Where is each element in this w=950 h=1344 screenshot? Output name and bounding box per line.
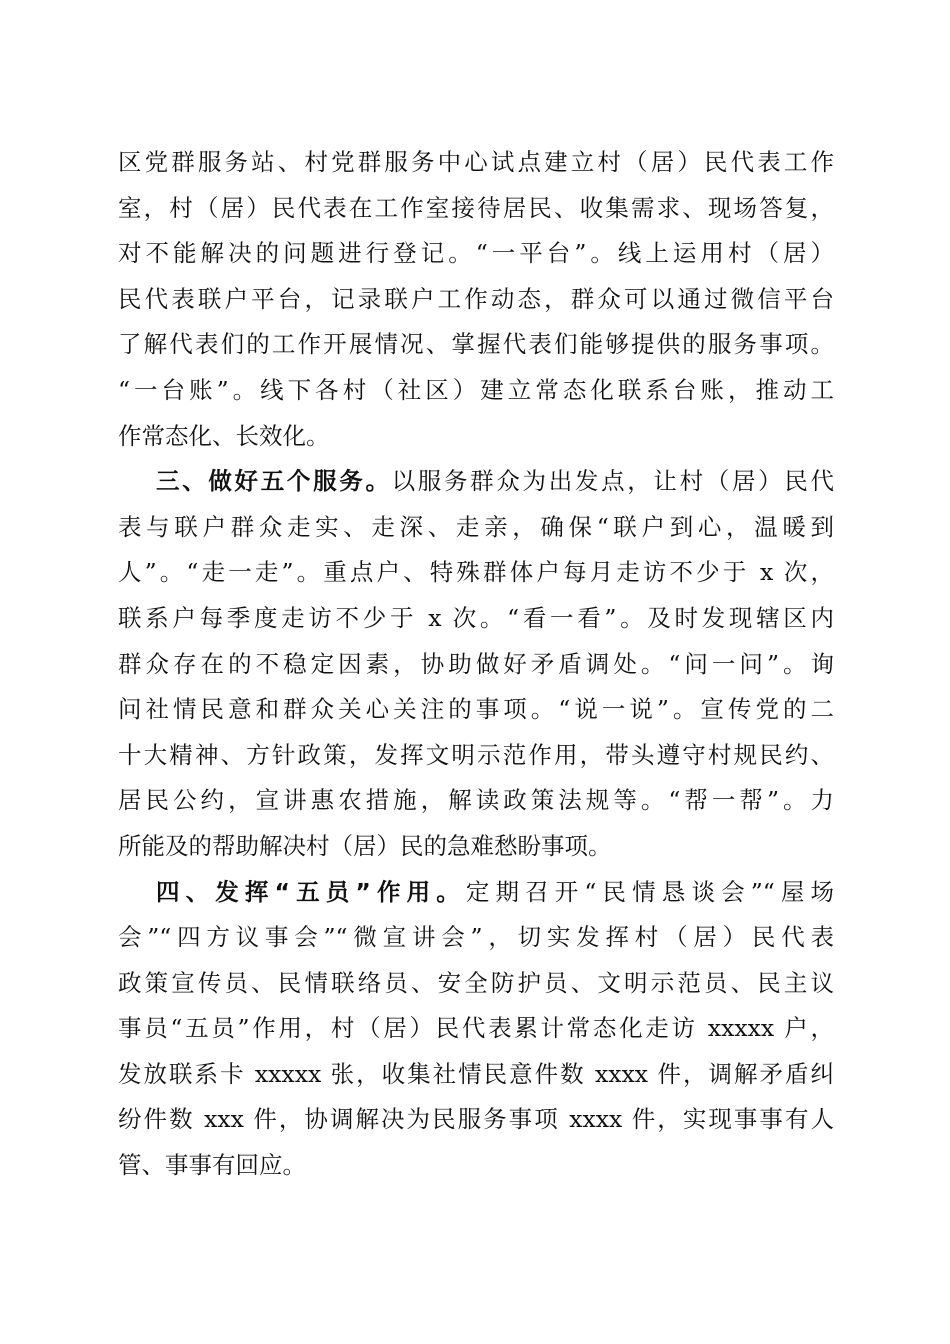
text-line: 群众存在的不稳定因素，协助做好矛盾调处。“问一问”。询 bbox=[118, 649, 834, 678]
text-span: 以服务群众为出发点，让村（居）民代 bbox=[391, 467, 835, 496]
text-line: 了解代表们的工作开展情况、掌握代表们能够提供的服务事项。 bbox=[118, 330, 834, 359]
text-line: 纷件数 xxx 件，协调解决为民服务事项 xxxx 件，实现事事有人 bbox=[118, 1105, 834, 1134]
paragraph-continuation bbox=[118, 140, 834, 459]
text-line: 表与联户群众走实、走深、走亲，确保“联户到心，温暖到 bbox=[118, 512, 834, 541]
text-line: 联系户每季度走访不少于 x 次。“看一看”。及时发现辖区内 bbox=[118, 603, 834, 632]
paragraph-section-three bbox=[118, 459, 834, 869]
text-line: 政策宣传员、民情联络员、安全防护员、文明示范员、民主议 bbox=[118, 968, 834, 997]
text-line: 民代表联户平台，记录联户工作动态，群众可以通过微信平台 bbox=[118, 284, 834, 313]
text-line: 人”。“走一走”。重点户、特殊群体户每月走访不少于 x 次， bbox=[118, 558, 834, 587]
text-line: 所能及的帮助解决村（居）民的急难愁盼事项。 bbox=[118, 831, 612, 860]
text-line: 作常态化、长效化。 bbox=[118, 421, 330, 450]
text-line bbox=[118, 870, 834, 916]
text-line: 对不能解决的问题进行登记。“一平台”。线上运用村（居） bbox=[118, 239, 834, 268]
text-line bbox=[118, 459, 834, 505]
text-line: 问社情民意和群众关心关注的事项。“说一说”。宣传党的二 bbox=[118, 695, 834, 724]
text-line: 会”“四方议事会”“微宣讲会”，切实发挥村（居）民代表 bbox=[118, 923, 834, 952]
text-line: “一台账”。线下各村（社区）建立常态化联系台账，推动工 bbox=[118, 375, 834, 404]
paragraph-section-four bbox=[118, 870, 834, 1189]
text-line: 十大精神、方针政策，发挥文明示范作用，带头遵守村规民约、 bbox=[118, 740, 834, 769]
text-line: 室，村（居）民代表在工作室接待居民、收集需求、现场答复， bbox=[118, 193, 834, 222]
document-body bbox=[118, 140, 834, 1189]
text-line: 居民公约，宣讲惠农措施，解读政策法规等。“帮一帮”。力 bbox=[118, 786, 834, 815]
text-line: 发放联系卡 xxxxx 张，收集社情民意件数 xxxx 件，调解矛盾纠 bbox=[118, 1059, 834, 1088]
text-line: 管、事事有回应。 bbox=[118, 1151, 306, 1180]
section-heading: 四、发挥“五员”作用。 bbox=[156, 877, 466, 906]
section-heading: 三、做好五个服务。 bbox=[156, 467, 392, 496]
text-span: 定期召开“民情恳谈会”“屋场 bbox=[465, 877, 834, 906]
text-line: 事员“五员”作用，村（居）民代表累计常态化走访 xxxxx 户， bbox=[118, 1014, 834, 1043]
text-line: 区党群服务站、村党群服务中心试点建立村（居）民代表工作 bbox=[118, 148, 834, 176]
